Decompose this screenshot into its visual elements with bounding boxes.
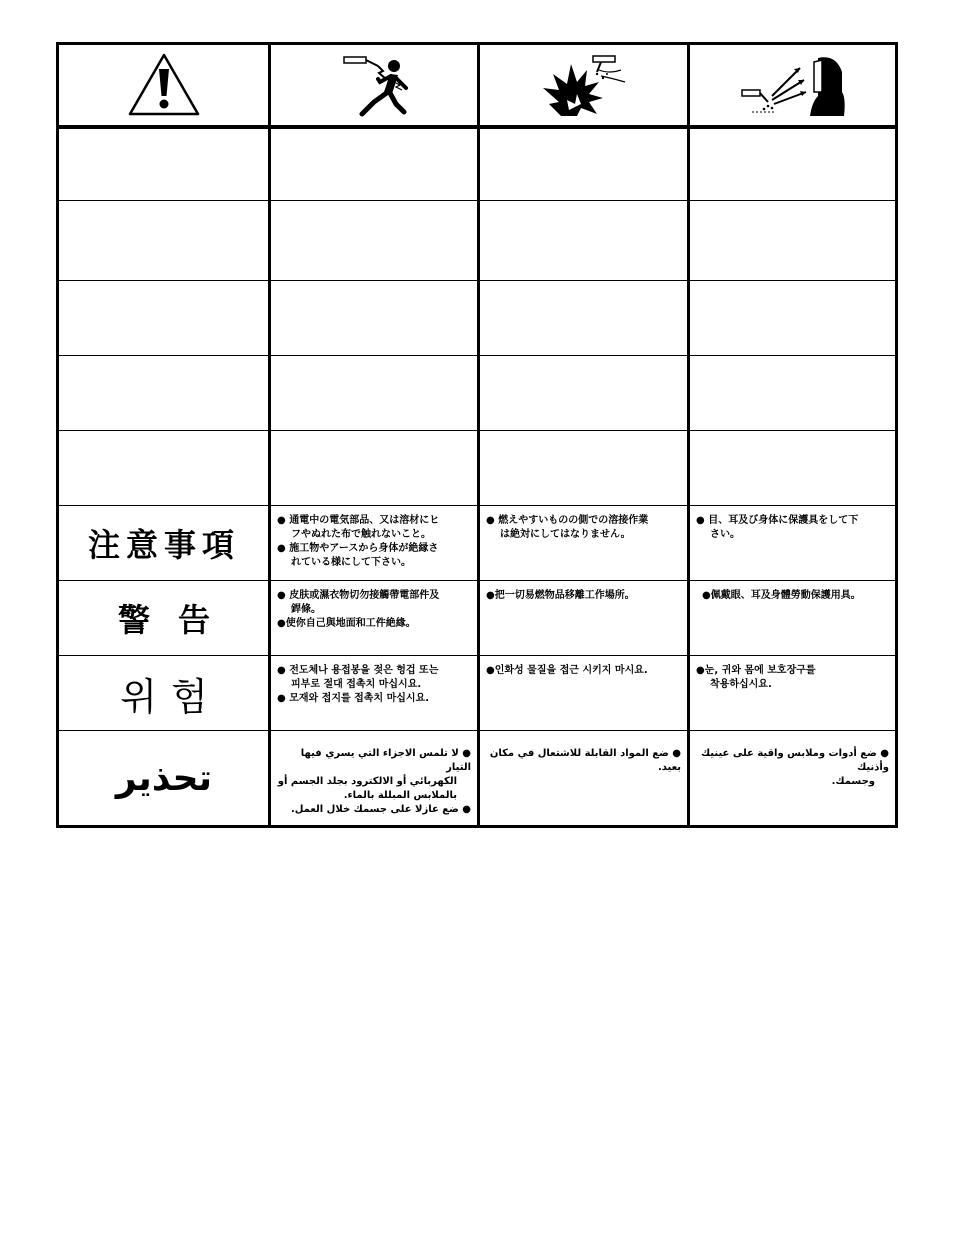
message-line: 銲條。 — [291, 604, 321, 615]
message-line: ● 모재와 접지를 접촉치 마십시요. — [277, 693, 430, 704]
message-line: ● 目、耳及び身体に保護具をして下 — [696, 515, 859, 526]
message-line: ●눈, 귀와 몸에 보호장구를 — [696, 665, 816, 676]
message-line: れている様にして下さい。 — [291, 557, 411, 568]
message-cell — [690, 656, 895, 730]
message-cell — [690, 581, 895, 655]
arc-rays-face-shield-icon — [690, 45, 895, 125]
message-line: ● لا تلمس الاجزاء التي يسري فيها التيار — [300, 748, 471, 773]
message-line: ● 燃えやすいものの側での溶接作業 — [486, 515, 649, 526]
message-cell — [690, 506, 895, 580]
label-text: 注意事項 — [87, 526, 240, 564]
message-line: さい。 — [710, 529, 740, 540]
row-divider — [59, 280, 895, 281]
message-line: 착용하십시요. — [710, 679, 772, 690]
row-divider — [59, 200, 895, 201]
safety-warning-table — [56, 42, 898, 828]
message-line: الكهربائي أو الالكترود بجلد الجسم أو — [277, 776, 457, 787]
row-label-arabic — [59, 731, 269, 826]
label-text: 警告 — [117, 601, 238, 639]
message-cell — [480, 506, 687, 580]
message-line: ● 通電中の電気部品、又は溶材にヒ — [277, 515, 440, 526]
message-line: は絶対にしてはなりません。 — [500, 529, 631, 540]
message-cell — [480, 656, 687, 730]
message-line: ● ضع المواد القابلة للاشتعال في مكان بعيد. — [489, 748, 681, 773]
message-line: ● 皮肤或濕衣物切勿接觸帶電部件及 — [277, 590, 440, 601]
message-cell — [271, 731, 477, 826]
row-label-korean — [59, 656, 269, 730]
message-cell — [271, 581, 477, 655]
message-line: 피부로 절대 접촉치 마십시요. — [291, 679, 422, 690]
label-text: 위험 — [120, 674, 222, 719]
message-line: ● ضع عازلا على جسمك خلال العمل. — [290, 804, 471, 815]
explosion-fire-icon — [480, 45, 687, 125]
message-line: ● ضع أدوات وملابس واقية على عينيك وأذنيك — [700, 748, 889, 773]
message-line: بالملابس المبللة بالماء. — [343, 790, 457, 801]
message-cell — [480, 731, 687, 826]
message-cell — [271, 506, 477, 580]
row-label-japanese — [59, 506, 269, 580]
message-cell — [480, 581, 687, 655]
row-divider — [59, 430, 895, 431]
message-cell — [271, 656, 477, 730]
message-line: وجسمك. — [831, 776, 875, 787]
message-line: ● 施工物やアースから身体が絶縁さ — [277, 543, 439, 554]
message-line: ●使你自己與地面和工件絶緣。 — [277, 618, 416, 629]
label-text: تحذير — [115, 758, 213, 799]
message-cell — [690, 731, 895, 826]
message-line: ●인화성 물질을 접근 시키지 마시요. — [486, 665, 648, 676]
warning-triangle-icon — [59, 45, 268, 125]
electric-shock-icon — [271, 45, 477, 125]
message-line: ●把一切易燃物品移離工作場所。 — [486, 590, 635, 601]
message-line: フやぬれた布で触れないこと。 — [291, 529, 431, 540]
header-divider — [59, 125, 895, 129]
message-line: ● 전도체나 용접봉을 젖은 헝겁 또는 — [277, 665, 439, 676]
row-label-chinese — [59, 581, 269, 655]
message-line: ●佩戴眼、耳及身體勞動保護用具。 — [702, 590, 861, 601]
row-divider — [59, 355, 895, 356]
